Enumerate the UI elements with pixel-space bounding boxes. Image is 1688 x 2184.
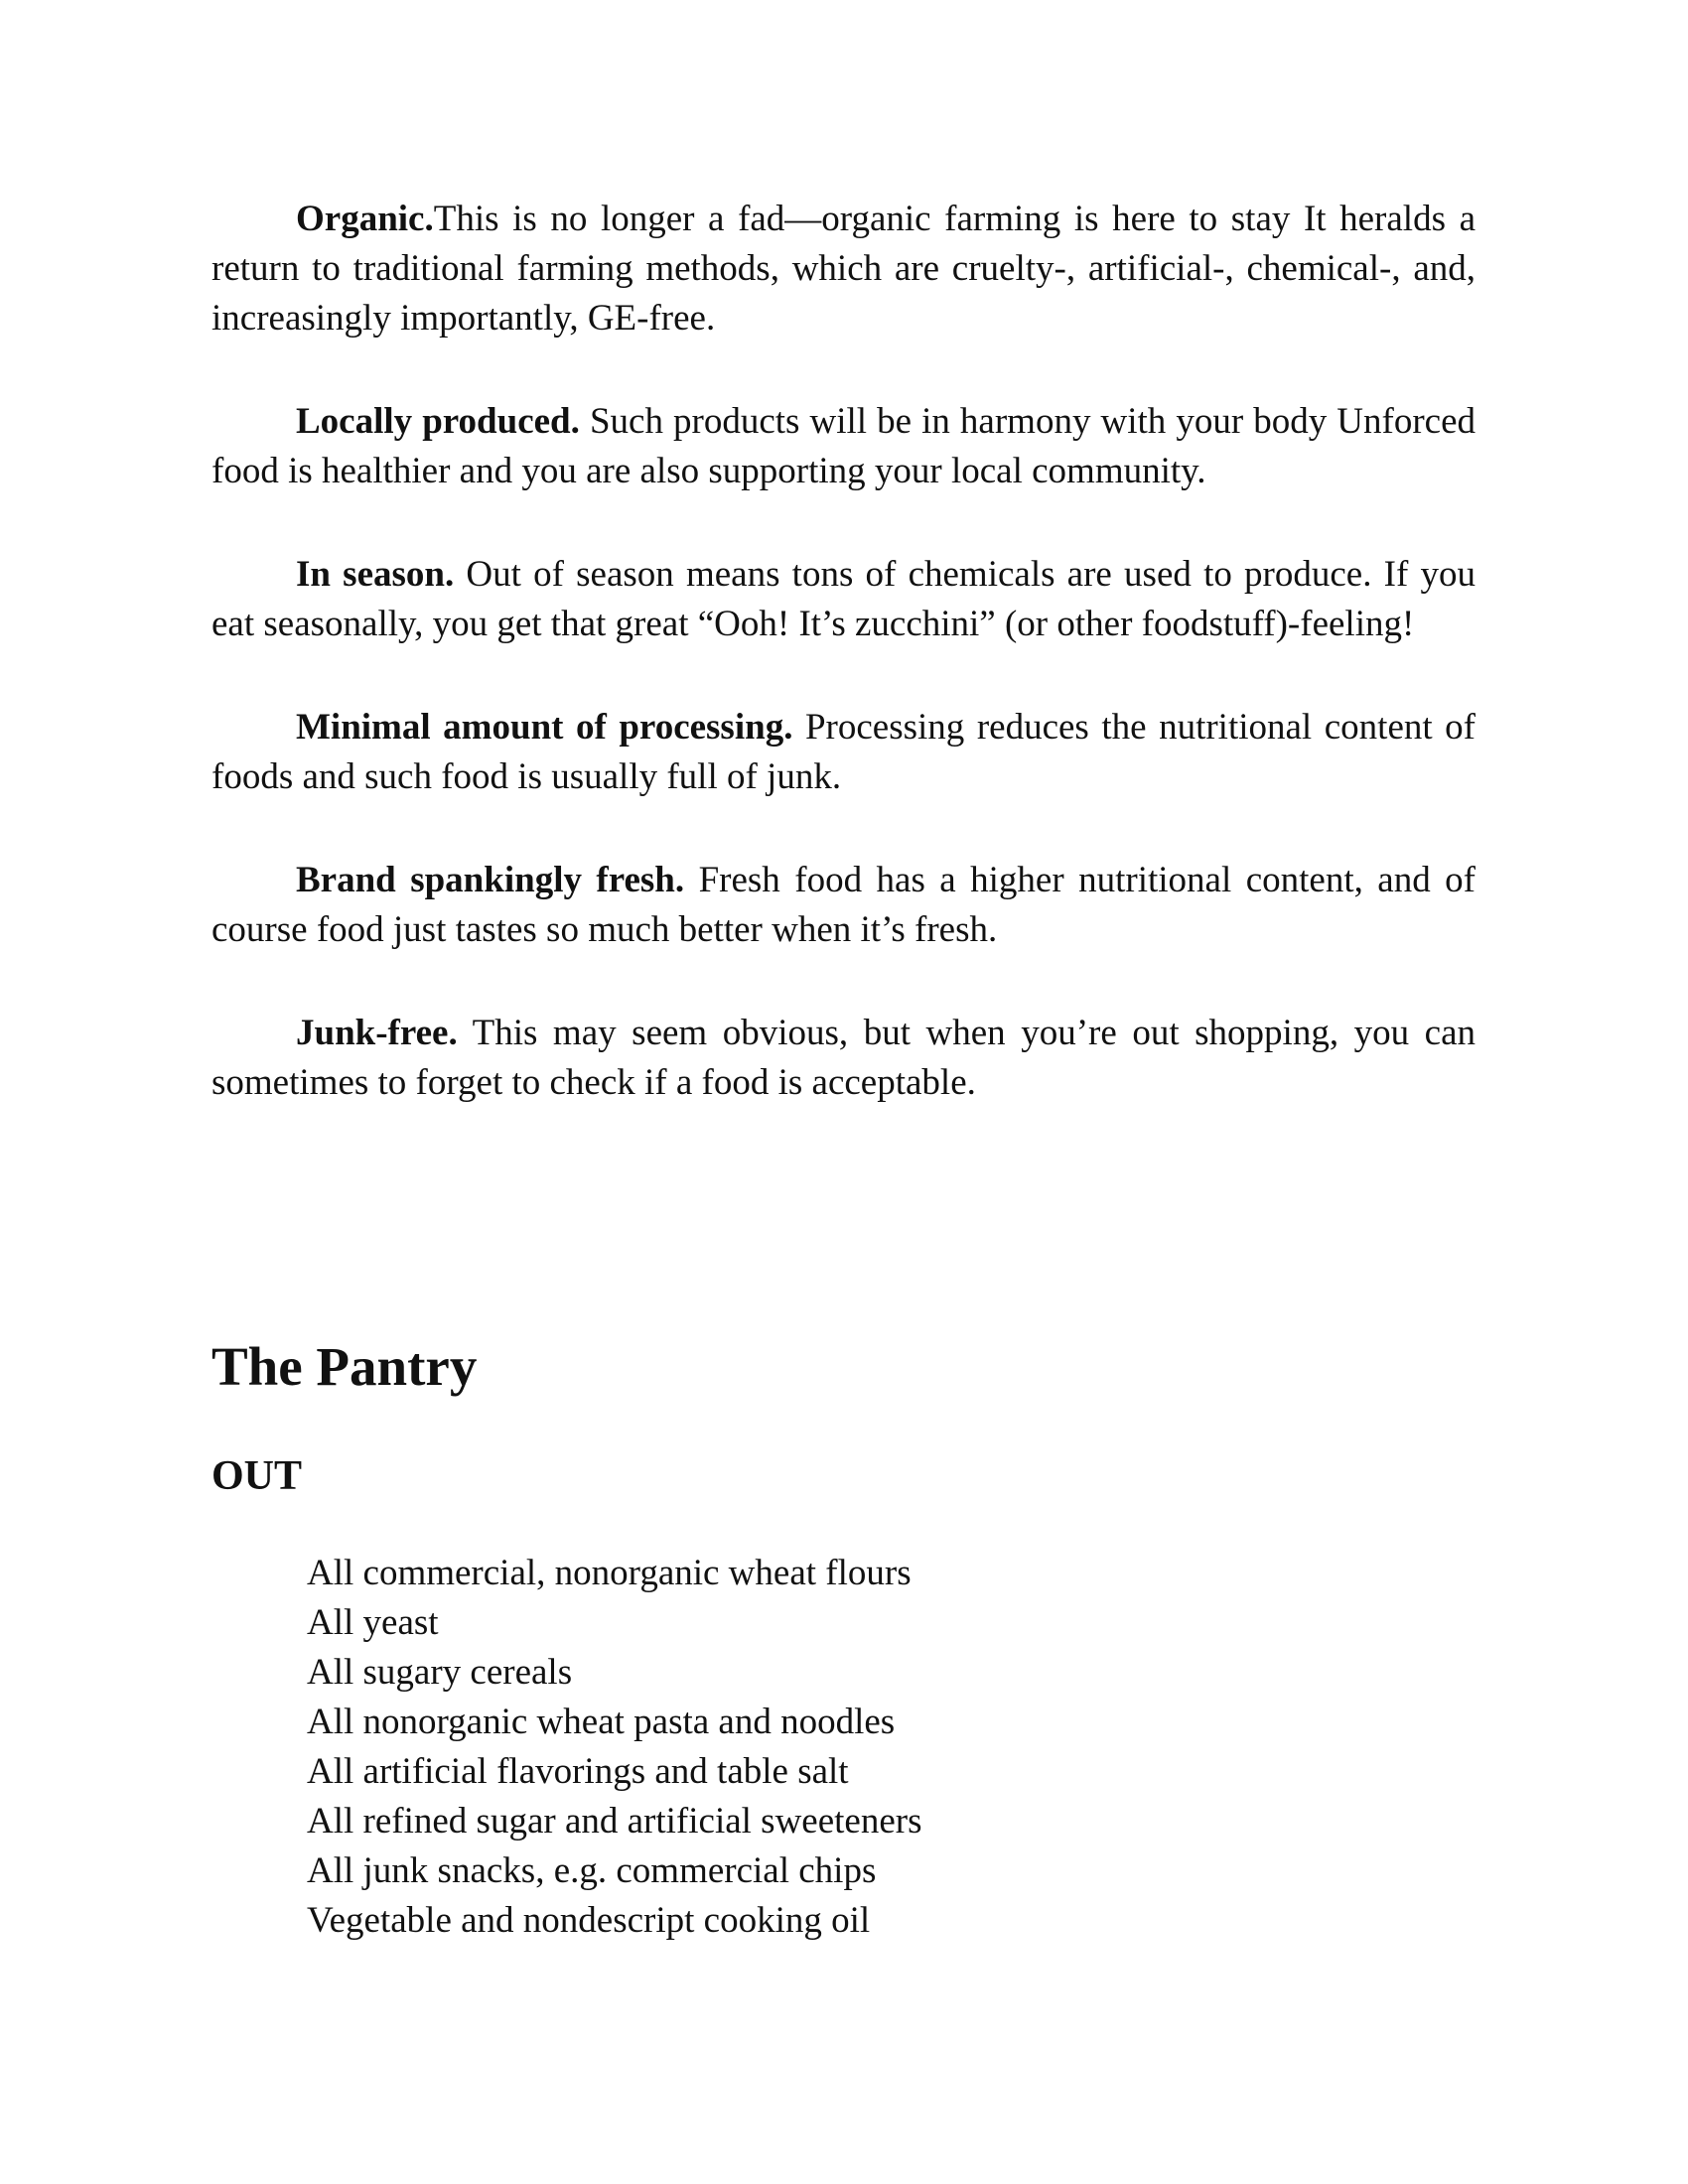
list-item: All artificial flavorings and table salt [307,1751,849,1792]
paragraph-text: Such products will be in harmony with your body Unforced food is healthier and you are also supporting your local community. [211,401,1476,491]
paragraph-term: Junk-free. [296,1013,458,1053]
out-list [307,1549,921,1946]
paragraph-term: Brand spankingly fresh. [296,860,685,900]
document-page [211,195,1476,1941]
paragraph-text: This may seem obvious, but when you’re out shopping, you can sometimes to forget to check if a food is acceptable. [211,1013,1476,1103]
paragraph-text: Out of season means tons of chemicals are used to produce. If you eat seasonally, you get that great “Ooh! It’s zucchini” (or other foodstuff)-feeling! [211,554,1476,644]
paragraph-term: Organic. [296,199,434,239]
list-item: Vegetable and nondescript cooking oil [307,1900,871,1941]
list-item: All yeast [307,1602,439,1643]
paragraph-locally-produced [211,397,1476,496]
paragraph-term: Minimal amount of processing. [296,707,793,748]
paragraph-minimal-processing [211,703,1476,802]
list-item: All nonorganic wheat pasta and noodles [307,1702,896,1742]
list-item: All junk snacks, e.g. commercial chips [307,1850,877,1891]
list-item: All commercial, nonorganic wheat flours [307,1553,912,1593]
section-title: The Pantry [211,1336,478,1397]
list-item: All sugary cereals [307,1652,573,1693]
paragraph-term: Locally produced. [296,401,580,442]
paragraph-term: In season. [296,554,455,595]
paragraph-text: Fresh food has a higher nutritional content, and of course food just tastes so much better when it’s fresh. [211,860,1476,950]
list-item: All refined sugar and artificial sweeteners [307,1801,922,1842]
paragraph-organic [211,195,1476,343]
paragraph-fresh [211,856,1476,955]
paragraph-in-season [211,550,1476,649]
paragraph-junk-free [211,1009,1476,1108]
paragraph-text: This is no longer a fad—organic farming is here to stay It heralds a return to traditional farming methods, which are cruelty-, artificial-, chemical-, and, increasingly importantly, GE-free. [211,199,1476,339]
subsection-title: OUT [211,1453,303,1499]
paragraph-text: Processing reduces the nutritional content of foods and such food is usually full of junk. [211,707,1476,797]
